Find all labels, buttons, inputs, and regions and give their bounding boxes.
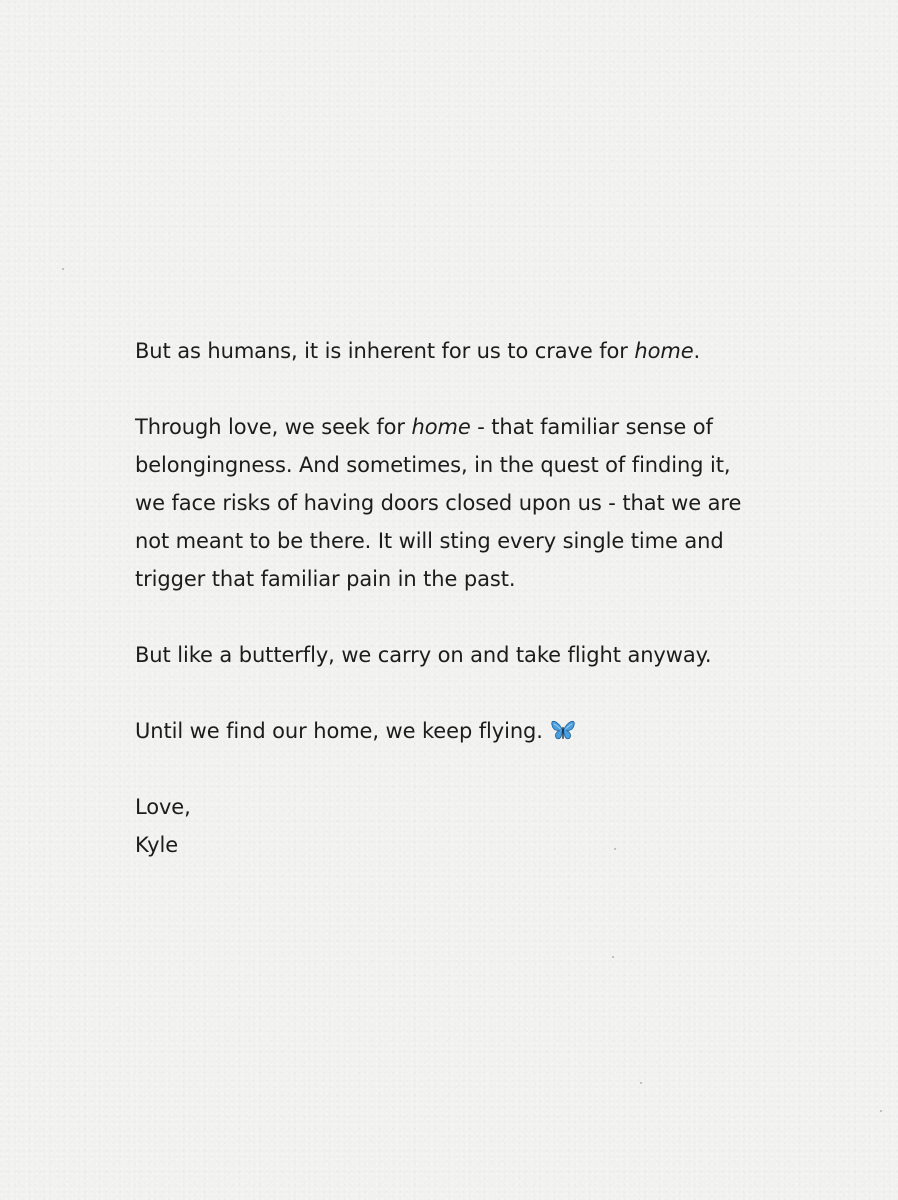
- paragraph-2-line-5: trigger that familiar pain in the past.: [135, 567, 516, 591]
- paragraph-2-line-1-end: - that familiar sense of: [470, 415, 713, 439]
- letter-body: [135, 332, 775, 864]
- butterfly-icon: [551, 716, 575, 738]
- paragraph-2-line-2: belongingness. And sometimes, in the quest of finding it,: [135, 453, 731, 477]
- paragraph-1-end: .: [693, 339, 701, 363]
- emphasis-home: home: [411, 415, 471, 439]
- emphasis-home: home: [634, 339, 694, 363]
- closing: [135, 788, 775, 864]
- paragraph-2-line-1: [135, 408, 775, 446]
- paragraph-2-line-3: we face risks of having doors closed upon us - that we are: [135, 491, 742, 515]
- paragraph-2-line-1-start: Through love, we seek for: [135, 415, 412, 439]
- paragraph-2-line-4: not meant to be there. It will sting every single time and: [135, 529, 724, 553]
- closing-line: Love,: [135, 795, 191, 819]
- paragraph-4-text: Until we find our home, we keep flying.: [135, 719, 543, 743]
- signature-name: Kyle: [135, 833, 179, 857]
- paragraph-1-text: But as humans, it is inherent for us to crave for: [135, 339, 635, 363]
- paragraph-3: [135, 636, 775, 674]
- paragraph-2: [135, 408, 775, 598]
- paragraph-1: [135, 332, 775, 370]
- paragraph-4: [135, 712, 775, 750]
- paragraph-3-text: But like a butterfly, we carry on and take flight anyway.: [135, 643, 712, 667]
